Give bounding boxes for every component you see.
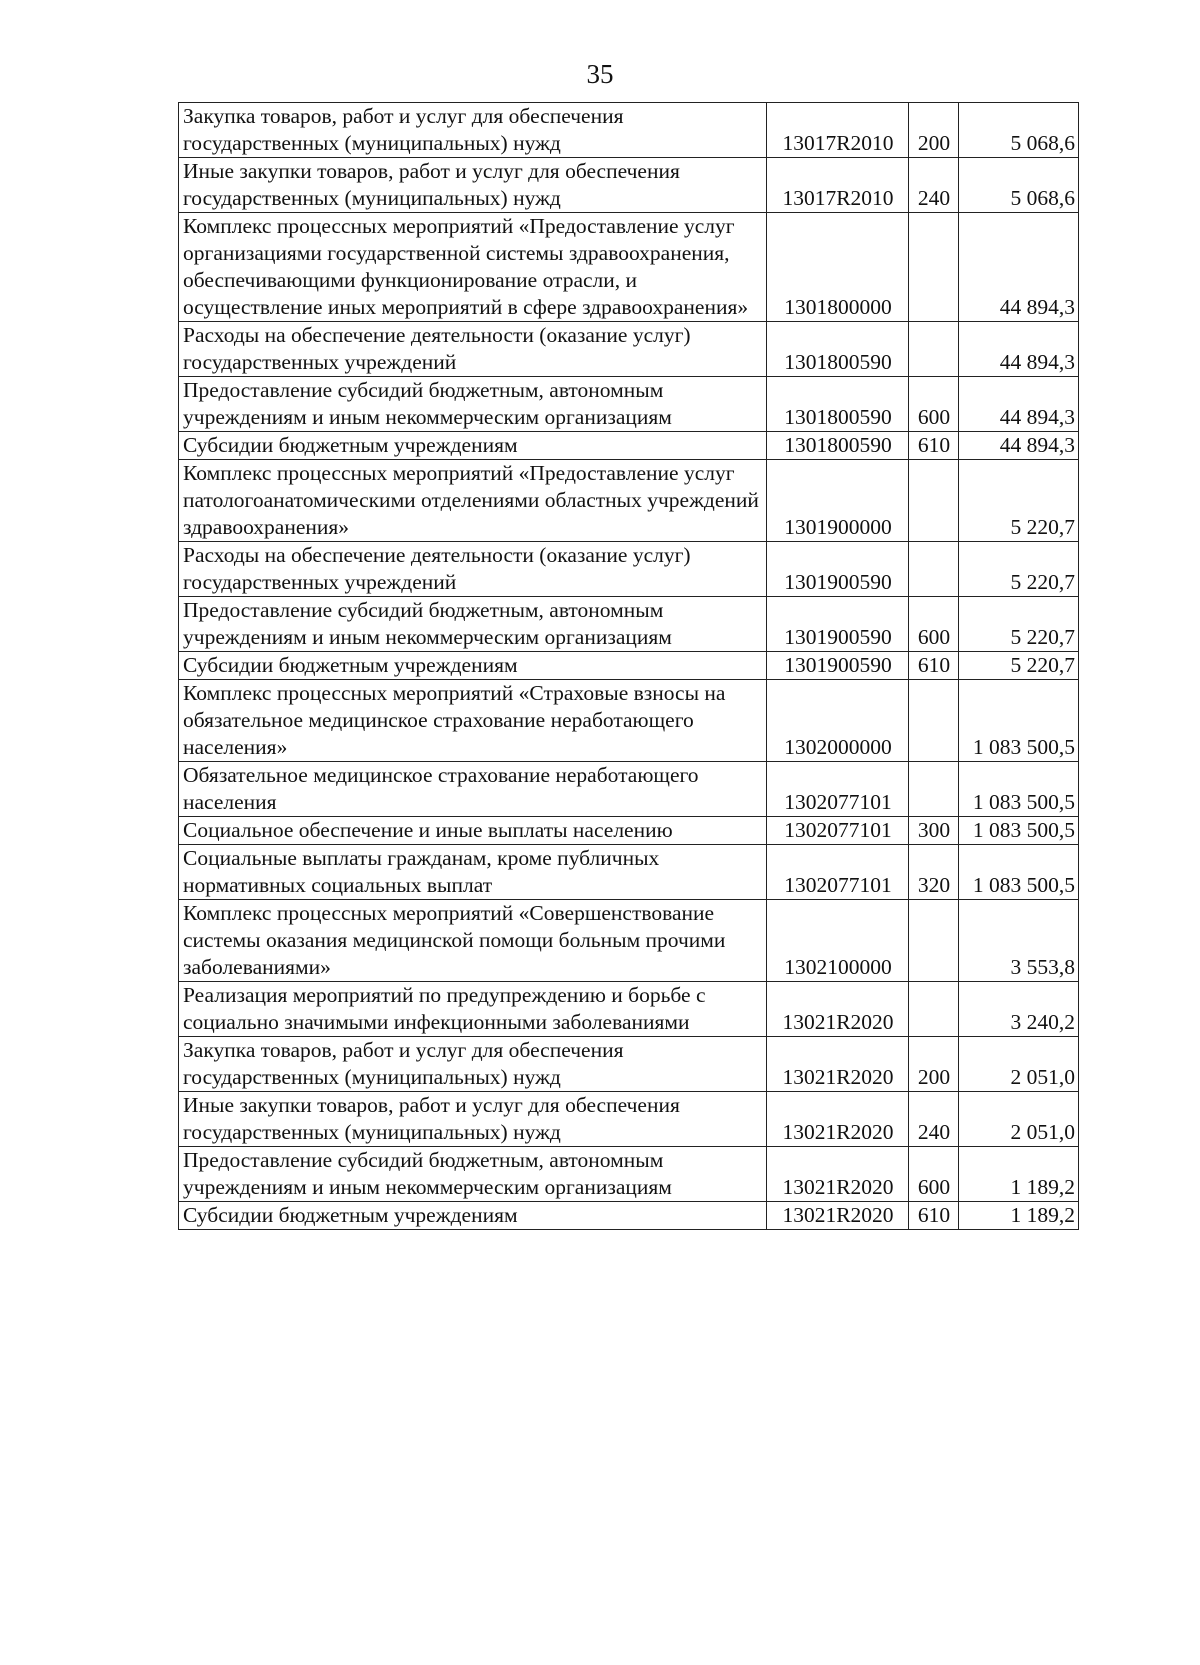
table-row bbox=[179, 377, 1079, 432]
row-amount: 5 068,6 bbox=[959, 158, 1079, 213]
table-row bbox=[179, 1037, 1079, 1092]
row-code: 1301900590 bbox=[767, 652, 909, 680]
row-code: 1302077101 bbox=[767, 762, 909, 817]
row-type: 300 bbox=[909, 817, 959, 845]
row-name: Расходы на обеспечение деятельности (оказание услуг) государственных учреждений bbox=[179, 322, 767, 377]
row-name: Расходы на обеспечение деятельности (оказание услуг) государственных учреждений bbox=[179, 542, 767, 597]
table-row bbox=[179, 762, 1079, 817]
row-code: 1302077101 bbox=[767, 845, 909, 900]
row-amount: 44 894,3 bbox=[959, 432, 1079, 460]
row-amount: 1 083 500,5 bbox=[959, 817, 1079, 845]
table-row bbox=[179, 158, 1079, 213]
row-type: 600 bbox=[909, 377, 959, 432]
row-name: Комплекс процессных мероприятий «Предоставление услуг патологоанатомическими отделениями областных учреждений здравоохранения» bbox=[179, 460, 767, 542]
row-type: 240 bbox=[909, 1092, 959, 1147]
row-code: 13021R2020 bbox=[767, 1147, 909, 1202]
row-name: Комплекс процессных мероприятий «Страховые взносы на обязательное медицинское страхование неработающего населения» bbox=[179, 680, 767, 762]
row-name: Иные закупки товаров, работ и услуг для обеспечения государственных (муниципальных) нужд bbox=[179, 158, 767, 213]
row-code: 1301900000 bbox=[767, 460, 909, 542]
row-type: 240 bbox=[909, 158, 959, 213]
row-type bbox=[909, 542, 959, 597]
row-amount: 3 240,2 bbox=[959, 982, 1079, 1037]
row-type: 200 bbox=[909, 1037, 959, 1092]
row-type: 610 bbox=[909, 652, 959, 680]
row-name: Иные закупки товаров, работ и услуг для обеспечения государственных (муниципальных) нужд bbox=[179, 1092, 767, 1147]
row-code: 1301900590 bbox=[767, 597, 909, 652]
table-row bbox=[179, 652, 1079, 680]
row-name: Закупка товаров, работ и услуг для обеспечения государственных (муниципальных) нужд bbox=[179, 103, 767, 158]
row-code: 1301900590 bbox=[767, 542, 909, 597]
row-name: Комплекс процессных мероприятий «Совершенствование системы оказания медицинской помощи больным прочими заболеваниями» bbox=[179, 900, 767, 982]
row-name: Закупка товаров, работ и услуг для обеспечения государственных (муниципальных) нужд bbox=[179, 1037, 767, 1092]
table-row bbox=[179, 597, 1079, 652]
row-name: Обязательное медицинское страхование неработающего населения bbox=[179, 762, 767, 817]
row-amount: 3 553,8 bbox=[959, 900, 1079, 982]
budget-table bbox=[178, 102, 1079, 1230]
table-row bbox=[179, 845, 1079, 900]
row-name: Предоставление субсидий бюджетным, автономным учреждениям и иным некоммерческим организациям bbox=[179, 1147, 767, 1202]
row-amount: 1 189,2 bbox=[959, 1202, 1079, 1230]
table-row bbox=[179, 542, 1079, 597]
row-type: 610 bbox=[909, 1202, 959, 1230]
row-code: 1301800590 bbox=[767, 322, 909, 377]
row-amount: 5 220,7 bbox=[959, 542, 1079, 597]
row-amount: 44 894,3 bbox=[959, 322, 1079, 377]
row-amount: 44 894,3 bbox=[959, 377, 1079, 432]
row-type bbox=[909, 213, 959, 322]
row-amount: 2 051,0 bbox=[959, 1037, 1079, 1092]
row-amount: 1 083 500,5 bbox=[959, 845, 1079, 900]
row-name: Реализация мероприятий по предупреждению и борьбе с социально значимыми инфекционными заболеваниями bbox=[179, 982, 767, 1037]
table-row bbox=[179, 1147, 1079, 1202]
row-code: 13021R2020 bbox=[767, 1037, 909, 1092]
row-code: 13021R2020 bbox=[767, 1092, 909, 1147]
row-type bbox=[909, 900, 959, 982]
row-type bbox=[909, 322, 959, 377]
table-row bbox=[179, 322, 1079, 377]
row-name: Предоставление субсидий бюджетным, автономным учреждениям и иным некоммерческим организациям bbox=[179, 597, 767, 652]
row-amount: 5 220,7 bbox=[959, 652, 1079, 680]
row-code: 13021R2020 bbox=[767, 1202, 909, 1230]
table-row bbox=[179, 1092, 1079, 1147]
row-type: 200 bbox=[909, 103, 959, 158]
row-name: Социальные выплаты гражданам, кроме публичных нормативных социальных выплат bbox=[179, 845, 767, 900]
page-number: 35 bbox=[586, 59, 614, 89]
row-code: 1301800000 bbox=[767, 213, 909, 322]
table-row bbox=[179, 460, 1079, 542]
row-type: 600 bbox=[909, 1147, 959, 1202]
table-row bbox=[179, 982, 1079, 1037]
row-amount: 5 220,7 bbox=[959, 597, 1079, 652]
row-name: Комплекс процессных мероприятий «Предоставление услуг организациями государственной системы здравоохранения, обеспечивающими функционирование отрасли, и осуществление иных мероприятий в сфере здравоохранения» bbox=[179, 213, 767, 322]
row-code: 13021R2020 bbox=[767, 982, 909, 1037]
row-amount: 1 189,2 bbox=[959, 1147, 1079, 1202]
table-row bbox=[179, 900, 1079, 982]
budget-table-body bbox=[179, 103, 1079, 1230]
row-type bbox=[909, 762, 959, 817]
row-type: 610 bbox=[909, 432, 959, 460]
row-code: 1302000000 bbox=[767, 680, 909, 762]
row-name: Субсидии бюджетным учреждениям bbox=[179, 1202, 767, 1230]
row-code: 1302100000 bbox=[767, 900, 909, 982]
row-code: 1302077101 bbox=[767, 817, 909, 845]
table-row bbox=[179, 432, 1079, 460]
table-row bbox=[179, 1202, 1079, 1230]
row-amount: 1 083 500,5 bbox=[959, 762, 1079, 817]
row-code: 1301800590 bbox=[767, 432, 909, 460]
row-amount: 2 051,0 bbox=[959, 1092, 1079, 1147]
table-row bbox=[179, 103, 1079, 158]
row-name: Субсидии бюджетным учреждениям bbox=[179, 652, 767, 680]
table-row bbox=[179, 680, 1079, 762]
row-code: 13017R2010 bbox=[767, 158, 909, 213]
row-type: 320 bbox=[909, 845, 959, 900]
row-code: 1301800590 bbox=[767, 377, 909, 432]
row-type: 600 bbox=[909, 597, 959, 652]
row-amount: 44 894,3 bbox=[959, 213, 1079, 322]
table-row bbox=[179, 817, 1079, 845]
row-name: Субсидии бюджетным учреждениям bbox=[179, 432, 767, 460]
row-amount: 5 220,7 bbox=[959, 460, 1079, 542]
row-name: Социальное обеспечение и иные выплаты населению bbox=[179, 817, 767, 845]
table-row bbox=[179, 213, 1079, 322]
row-type bbox=[909, 460, 959, 542]
row-amount: 5 068,6 bbox=[959, 103, 1079, 158]
row-amount: 1 083 500,5 bbox=[959, 680, 1079, 762]
row-type bbox=[909, 982, 959, 1037]
row-name: Предоставление субсидий бюджетным, автономным учреждениям и иным некоммерческим организациям bbox=[179, 377, 767, 432]
row-code: 13017R2010 bbox=[767, 103, 909, 158]
row-type bbox=[909, 680, 959, 762]
